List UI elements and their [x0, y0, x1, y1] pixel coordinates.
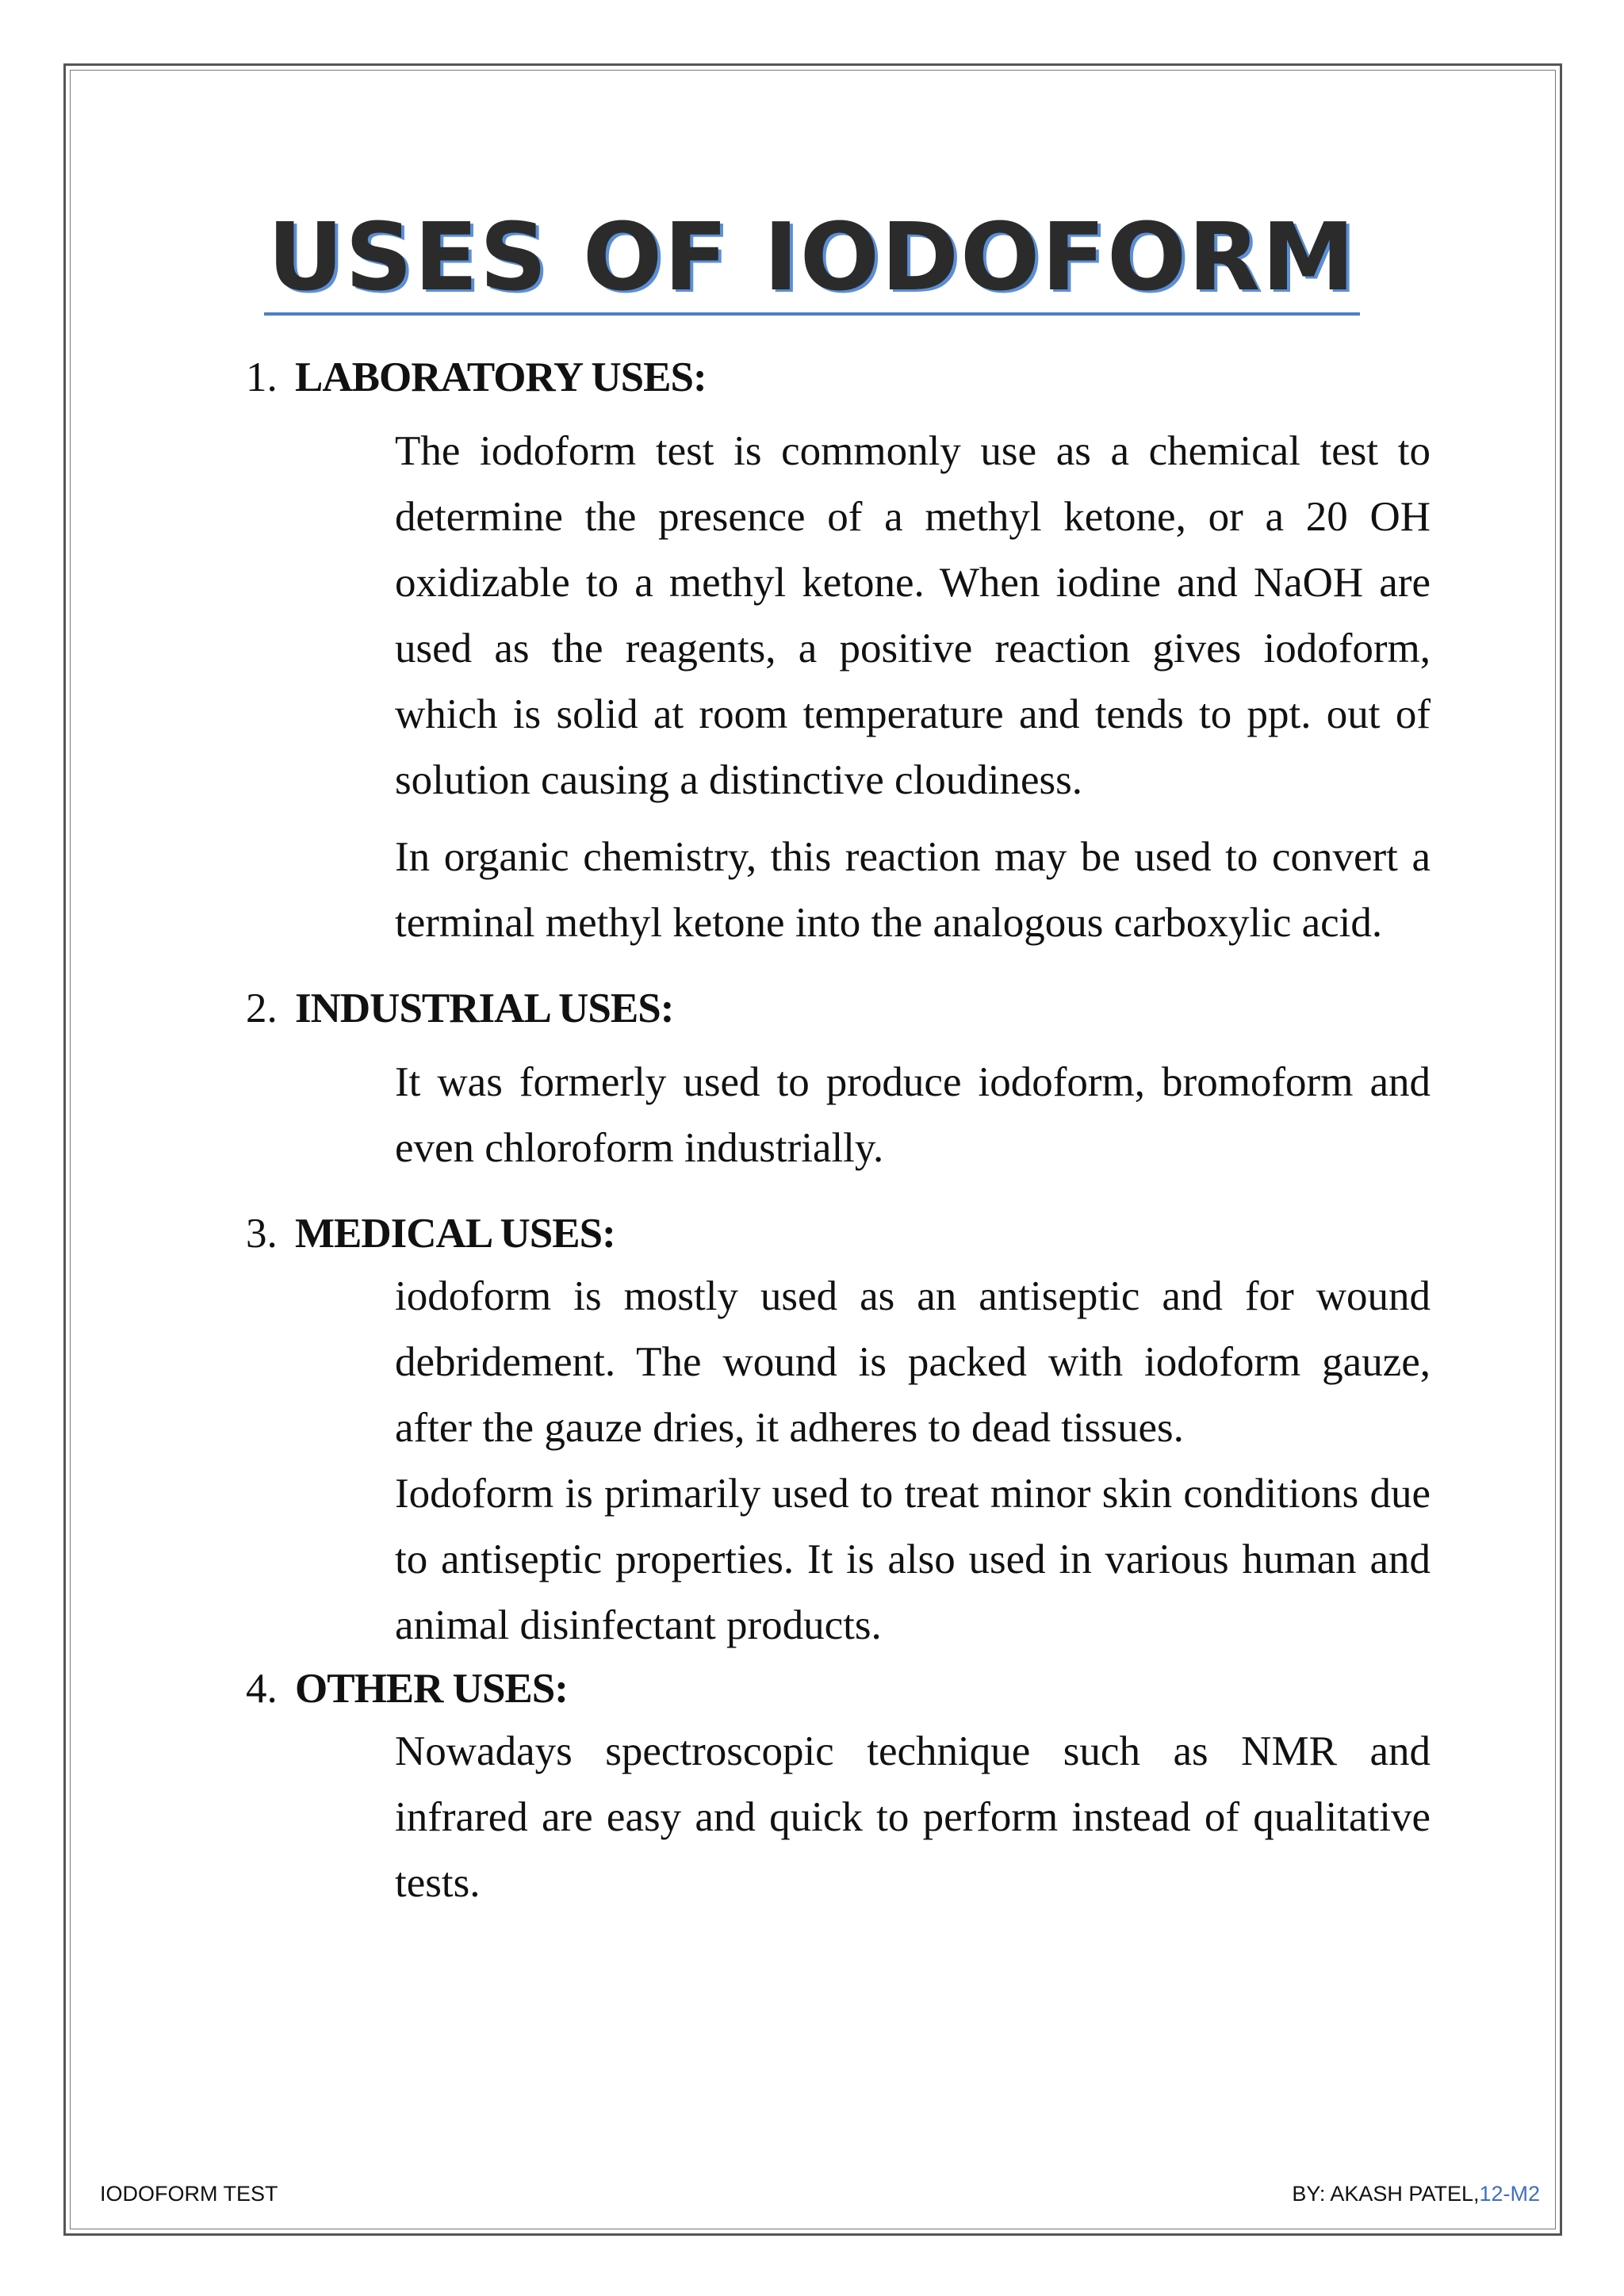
section-laboratory-uses — [246, 347, 1431, 956]
section-heading — [246, 978, 1431, 1039]
section-industrial-uses — [246, 978, 1431, 1181]
footer-class: 12-M2 — [1479, 2182, 1540, 2206]
section-number: 4. — [246, 1666, 278, 1712]
section-title: INDUSTRIAL USES: — [295, 985, 674, 1031]
document-body — [246, 347, 1431, 1916]
paragraph: Nowadays spectroscopic technique such as NMR and infrared are easy and quick to perform instead of qualitative tests. — [395, 1728, 1431, 1906]
section-number: 2. — [246, 985, 278, 1031]
section-title: OTHER USES: — [295, 1666, 568, 1712]
section-heading — [246, 1659, 1431, 1719]
paragraph: Iodoform is primarily used to treat minor skin conditions due to antiseptic properties. It is also used in various human and animal disinfectant products. — [395, 1471, 1431, 1648]
title-container — [0, 202, 1624, 316]
section-title: LABORATORY USES: — [295, 354, 707, 400]
footer-left: IODOFORM TEST — [100, 2182, 278, 2206]
footer-right — [1292, 2182, 1540, 2206]
section-heading — [246, 1203, 1431, 1264]
section-number: 3. — [246, 1211, 278, 1257]
page-title: USES OF IODOFORM — [264, 205, 1359, 316]
section-number: 1. — [246, 354, 278, 400]
section-heading — [246, 347, 1431, 408]
paragraph: It was formerly used to produce iodoform, bromoform and even chloroform industrially. — [395, 1059, 1431, 1171]
section-title: MEDICAL USES: — [295, 1211, 615, 1257]
section-medical-uses — [246, 1203, 1431, 1659]
paragraph: iodoform is mostly used as an antiseptic and for wound debridement. The wound is packed with iodoform gauze, after the gauze dries, it adheres to dead tissues. — [395, 1273, 1431, 1451]
footer-author: BY: AKASH PATEL, — [1292, 2182, 1480, 2206]
section-other-uses — [246, 1659, 1431, 1916]
paragraph: The iodoform test is commonly use as a chemical test to determine the presence of a methyl ketone, or a 20 OH oxidizable to a methyl ketone. When iodine and NaOH are used as the reagents, a positive reaction gives iodoform, which is solid at room temperature and tends to ppt. out of solution causing a distinctive cloudiness. — [395, 428, 1431, 803]
paragraph: In organic chemistry, this reaction may be used to convert a terminal methyl ketone into the analogous carboxylic acid. — [395, 834, 1431, 946]
